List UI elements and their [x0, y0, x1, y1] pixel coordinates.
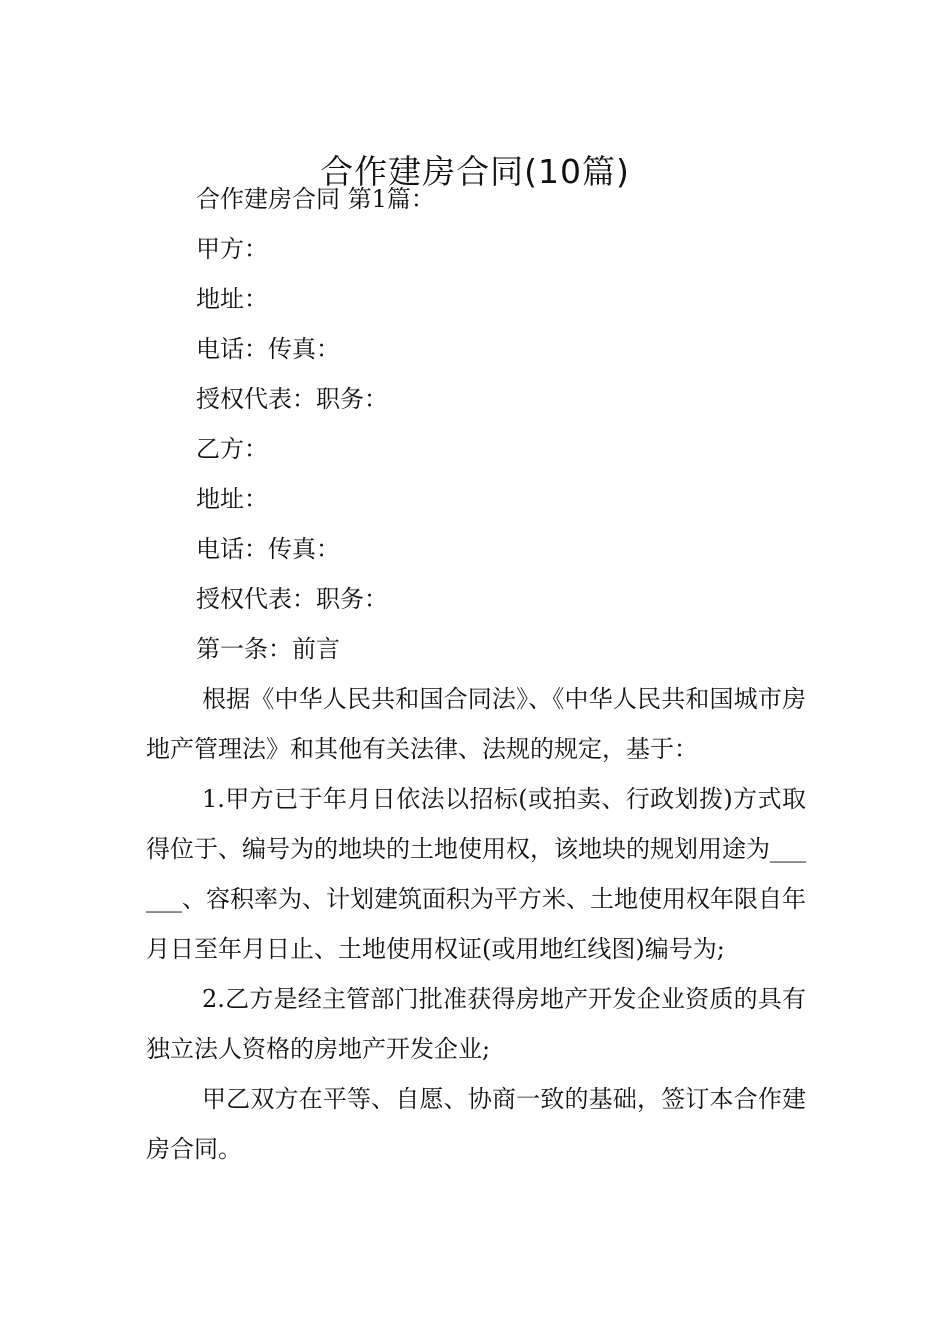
party-a-phone-fax: 电话：传真：	[196, 335, 340, 363]
paragraph-agreement: 甲乙双方在平等、自愿、协商一致的基础，签订本合作建房合同。	[146, 1085, 806, 1163]
party-b-phone-fax: 电话：传真：	[196, 535, 340, 563]
party-a-representative: 授权代表：职务：	[196, 385, 388, 413]
party-b-label: 乙方：	[196, 435, 268, 463]
document-body	[146, 174, 806, 1174]
party-b-representative: 授权代表：职务：	[196, 585, 388, 613]
paragraph-party-a-land: 1.甲方已于年月日依法以招标(或拍卖、行政划拨)方式取得位于、编号为的地块的土地使用权，该地块的规划用途为______、容积率为、计划建筑面积为平方米、土地使用权年限自年月日至年月日止、土地使用权证(或用地红线图)编号为;	[146, 785, 806, 963]
paragraph-legal-basis: 根据《中华人民共和国合同法》、《中华人民共和国城市房地产管理法》和其他有关法律、法规的规定，基于：	[146, 685, 806, 763]
document-title: 合作建房合同(10篇)	[320, 152, 630, 192]
contract-subtitle: 合作建房合同 第1篇：	[196, 185, 435, 213]
party-b-address: 地址：	[196, 485, 268, 513]
paragraph-party-b-qualification: 2.乙方是经主管部门批准获得房地产开发企业资质的具有独立法人资格的房地产开发企业;	[146, 985, 806, 1063]
party-a-label: 甲方：	[196, 235, 268, 263]
article-1-heading: 第一条：前言	[196, 635, 340, 663]
party-a-address: 地址：	[196, 285, 268, 313]
